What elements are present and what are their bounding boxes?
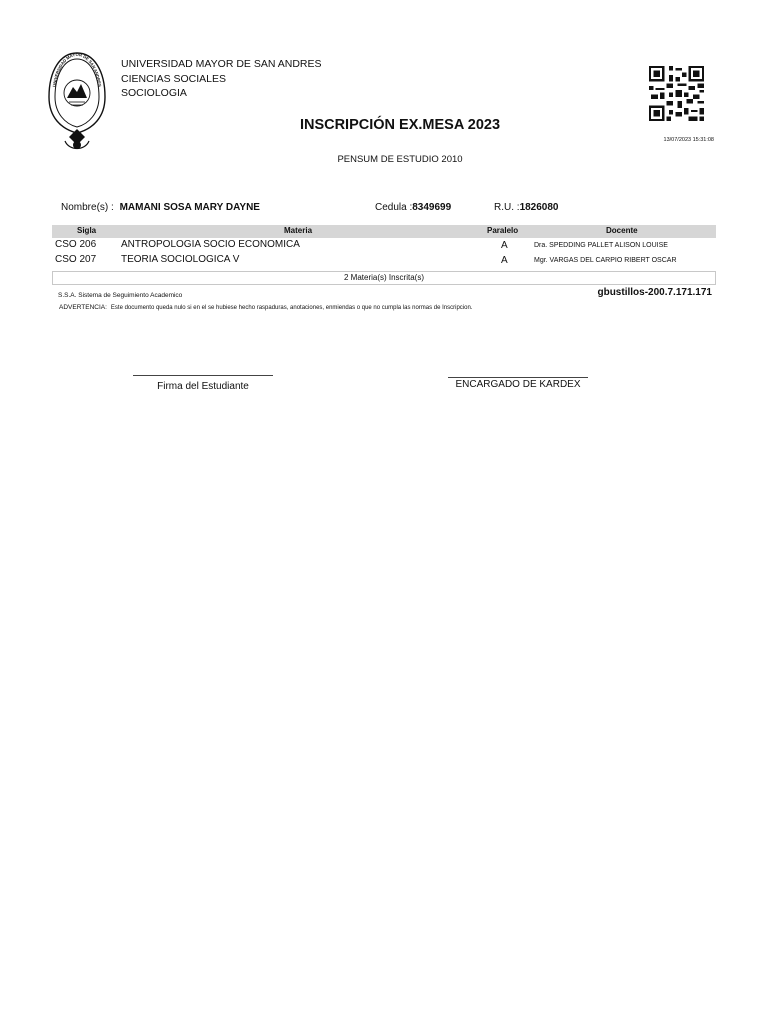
subjects-count: 2 Materia(s) Inscrita(s) [52,271,716,285]
kardex-signature-line [448,377,588,378]
student-signature-label: Firma del Estudiante [157,381,249,392]
print-timestamp: 13/07/2023 15:31:08 [663,137,714,143]
row-materia: TEORIA SOCIOLOGICA V [121,254,240,265]
document-title: INSCRIPCIÓN EX.MESA 2023 [299,117,501,133]
header-materia: Materia [284,226,313,235]
user-ip: gbustillos-200.7.171.171 [597,287,712,298]
career-name: SOCIOLOGIA [121,87,187,99]
ru-field [494,202,559,213]
qr-code-icon [649,66,704,121]
student-signature-line [133,375,273,376]
student-name-label: Nombre(s) : [61,202,114,213]
institution-header [121,57,322,101]
cedula-field [375,202,451,213]
warning-notice [59,304,472,311]
row-docente: Mgr. VARGAS DEL CARPIO RIBERT OSCAR [534,257,677,264]
table-row [52,239,716,254]
university-seal-icon [47,51,107,153]
pensum-label: PENSUM DE ESTUDIO 2010 [337,154,463,165]
row-materia: ANTROPOLOGIA SOCIO ECONOMICA [121,239,300,250]
row-sigla: CSO 206 [55,239,97,250]
student-name-field [61,202,260,213]
row-paralelo: A [501,255,508,266]
warning-text: Este documento queda nulo si en el se hubiese hecho raspaduras, anotaciones, enmiendas o que no cumpla las normas de Inscripcion. [110,305,473,311]
subjects-table-header [52,225,716,238]
header-paralelo: Paralelo [487,226,519,235]
header-sigla: Sigla [77,226,97,235]
faculty-name: CIENCIAS SOCIALES [121,72,227,85]
university-name: UNIVERSIDAD MAYOR DE SAN ANDRES [121,58,322,70]
kardex-signature-label: ENCARGADO DE KARDEX [455,379,581,390]
row-paralelo: A [501,240,508,251]
header-docente: Docente [606,226,638,235]
cedula-value: 8349699 [412,202,452,213]
ru-value: 1826080 [519,202,559,213]
row-docente: Dra. SPEDDING PALLET ALISON LOUISE [534,242,668,249]
cedula-label: Cedula : [375,202,413,213]
table-row [52,254,716,269]
system-name: S.S.A. Sistema de Seguimiento Academico [58,292,183,299]
row-sigla: CSO 207 [55,254,97,265]
student-name-value: MAMANI SOSA MARY DAYNE [119,202,260,213]
svg-text:UNIVERSIDAD MAYOR DE SAN ANDRE: UNIVERSIDAD MAYOR DE SAN ANDRES [51,51,103,88]
warning-label: ADVERTENCIA: [59,304,107,311]
ru-label: R.U. : [494,202,520,213]
